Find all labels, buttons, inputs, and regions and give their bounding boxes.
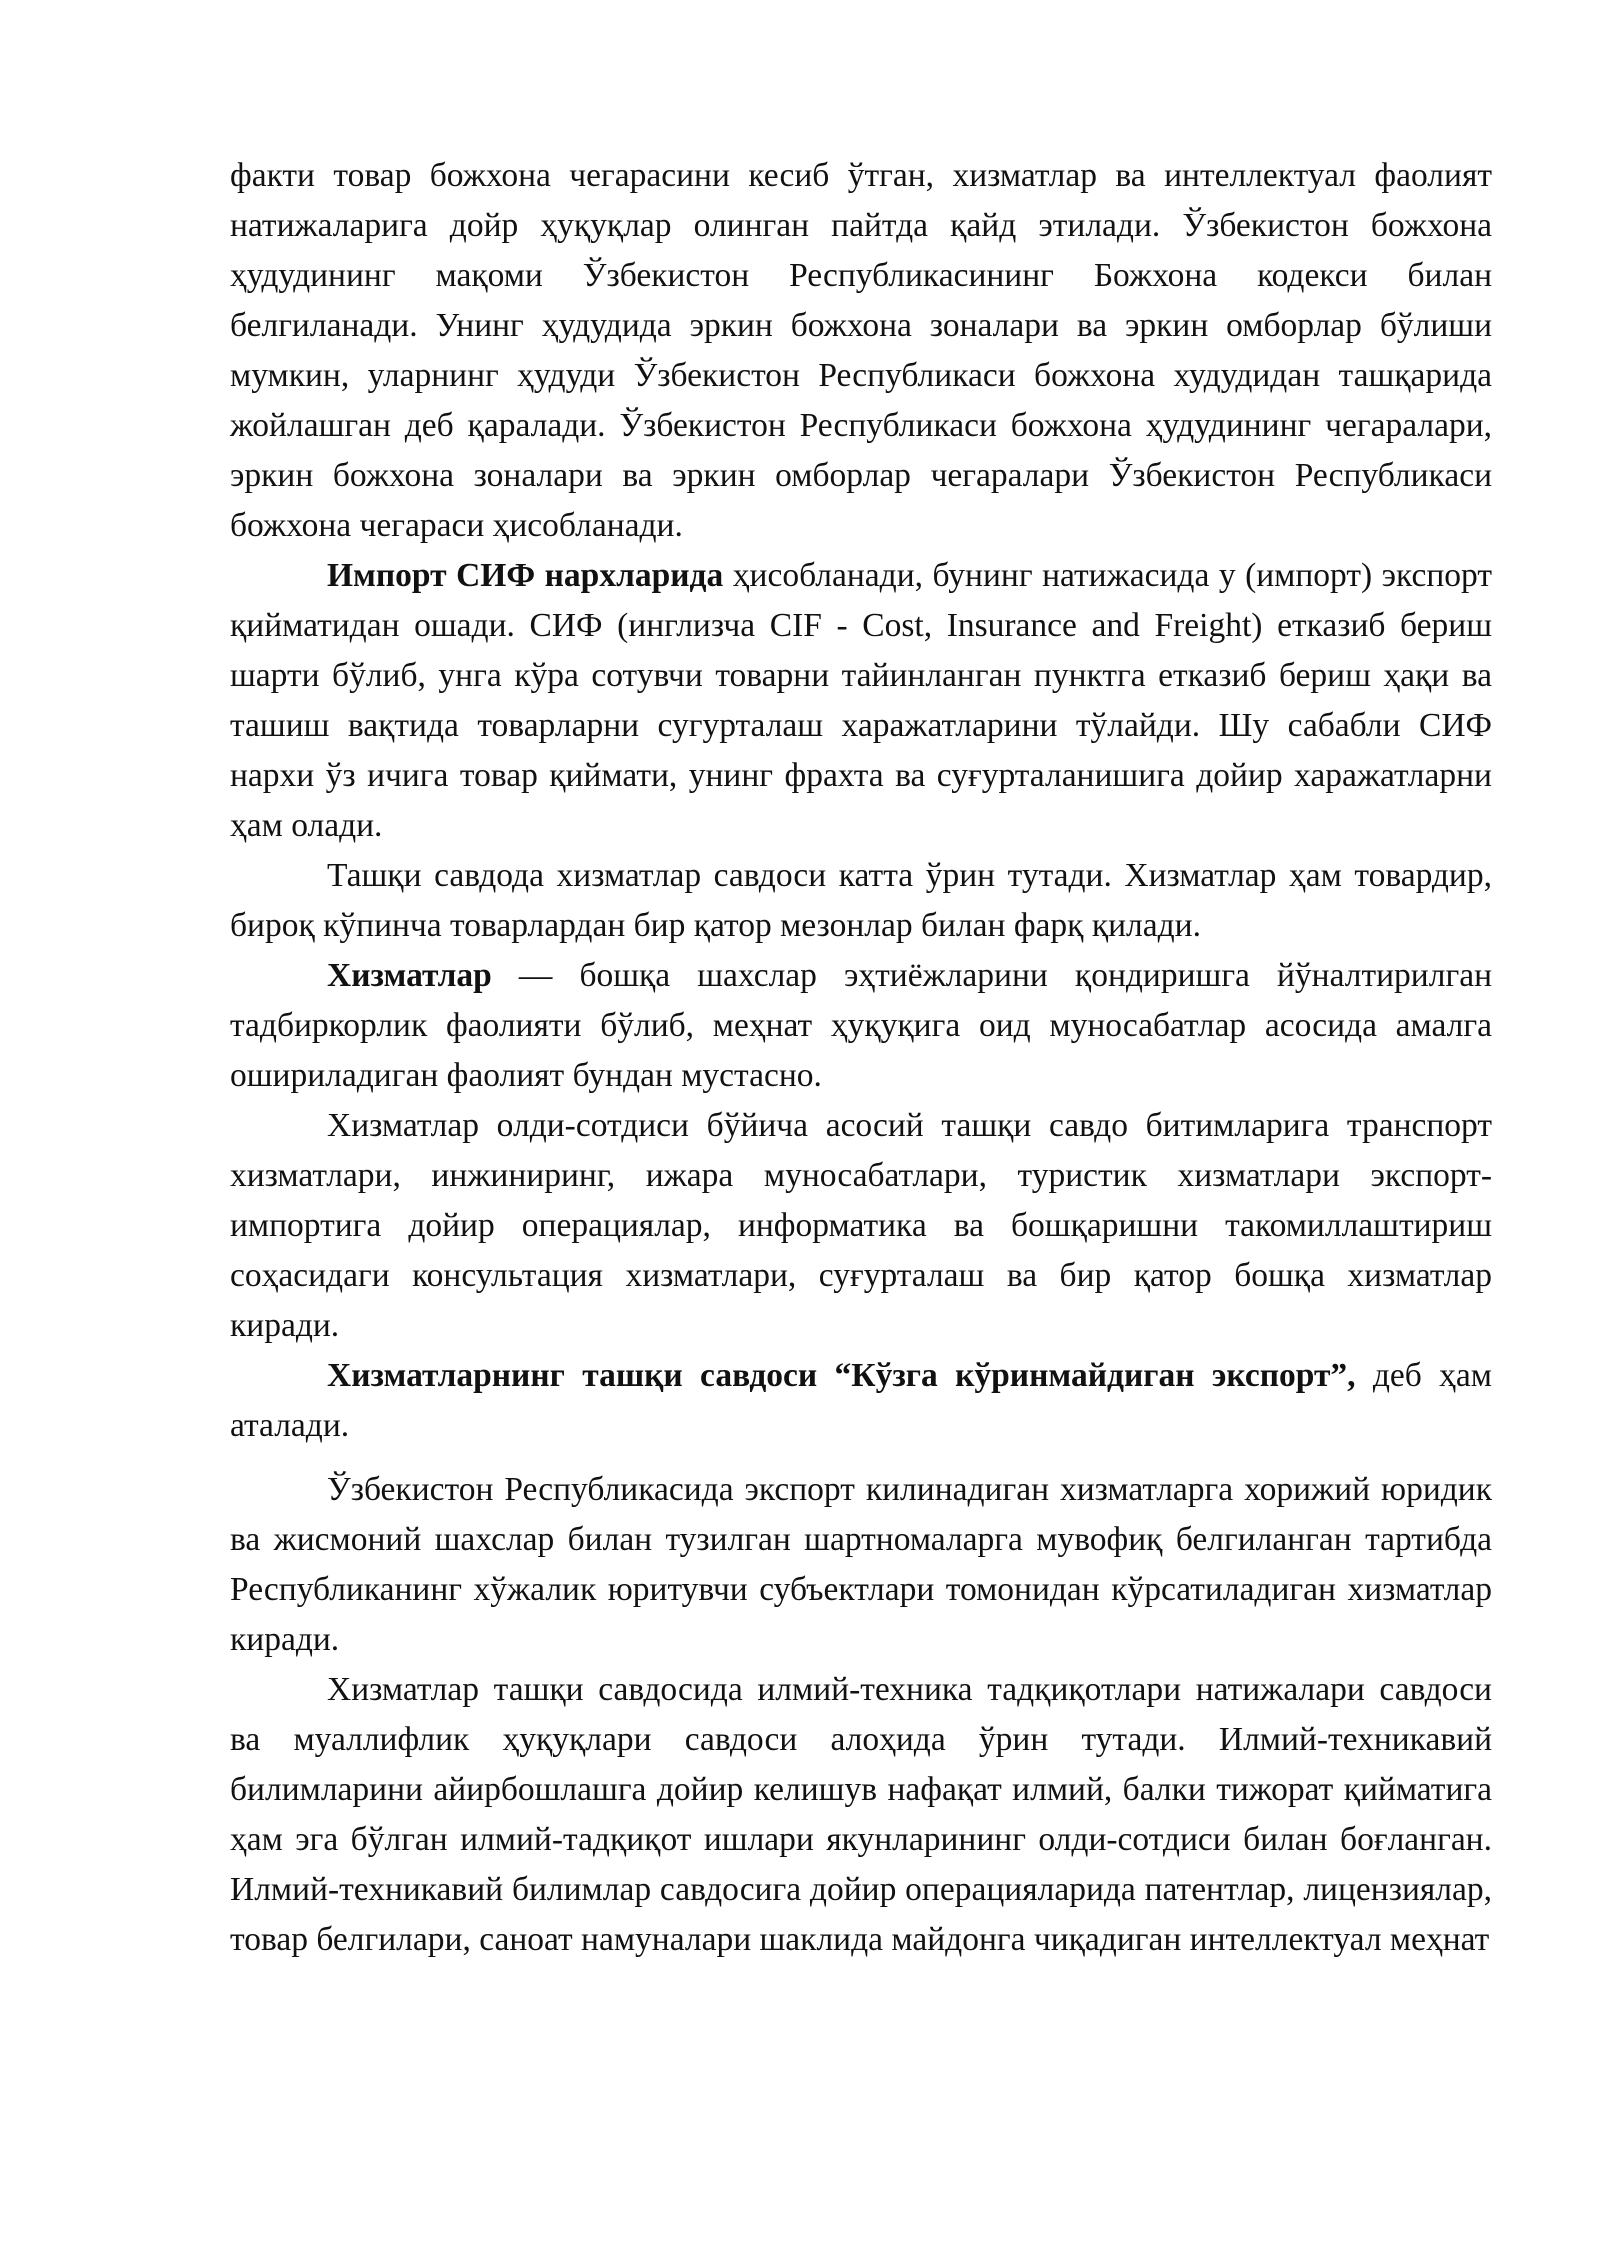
paragraph-services-transactions <box>230 1101 1492 1351</box>
paragraph-text: Ташқи савдода хизматлар савдоси катта ўрин тутади. Хизматлар ҳам товардир, бироқ кўпинча товарлардан бир қатор мезонлар билан фарқ қилади. <box>230 857 1492 944</box>
paragraph-import-cif <box>230 551 1492 851</box>
bold-term-invisible-export: Хизматларнинг ташқи савдоси “Кўзга кўринмайдиган экспорт”, <box>327 1357 1356 1394</box>
paragraph-text: Хизматлар олди-сотдиси бўйича асосий ташқи савдо битимларига транспорт хизматлари, инжиниринг, ижара муносабатлари, туристик хизматлари экспорт-импортига дойир операциялар, информатика ва бошқаришни такомиллаштириш соҳасидаги консультация хизматлари, суғурталаш ва бир қатор бошқа хизматлар киради. <box>230 1107 1492 1344</box>
paragraph-invisible-export <box>230 1351 1492 1451</box>
paragraph-text: — бошқа шахслар эҳтиёжларини қондиришга йўналтирилган тадбиркорлик фаолияти бўлиб, меҳнат ҳуқуқига оид муносабатлар асосида амалга ошириладиган фаолият бундан мустасно. <box>230 957 1492 1094</box>
paragraph-text: Ўзбекистон Республикасида экспорт килинадиган хизматларга хорижий юридик ва жисмоний шахслар билан тузилган шартномаларга мувофиқ белгиланган тартибда Республиканинг хўжалик юритувчи субъектлари томонидан кўрсатиладиган хизматлар киради. <box>230 1471 1492 1658</box>
paragraph-text: деб ҳам аталади. <box>230 1357 1492 1444</box>
paragraph-text: ҳисобланади, бунинг натижасида у (импорт) экспорт қийматидан ошади. СИФ (инглизча CIF - Cost, Insurance and Freight) етказиб бериш шарти бўлиб, унга кўра сотувчи товарни тайинланган пунктга етказиб бериш ҳақи ва ташиш вақтида товарларни сугурталаш харажатларини тўлайди. Шу сабабли СИФ нархи ўз ичига товар қиймати, унинг фрахта ва суғурталанишига дойир харажатларни ҳам олади. <box>230 557 1492 844</box>
paragraph-services-trade <box>230 851 1492 951</box>
paragraph-exported-services <box>230 1465 1492 1665</box>
paragraph-customs-territory <box>230 151 1492 551</box>
paragraph-text: Хизматлар ташқи савдосида илмий-техника тадқиқотлари натижалари савдоси ва муаллифлик ҳуқуқлари савдоси алоҳида ўрин тутади. Илмий-техникавий билимларини айирбошлашга дойир келишув нафақат илмий, балки тижорат қийматига ҳам эга бўлган илмий-тадқиқот ишлари якунларининг олди-сотдиси билан боғланган. Илмий-техникавий билимлар савдосига дойир операцияларида патентлар, лицензиялар, товар белгилари, саноат намуналари шаклида майдонга чиқадиган интеллектуал меҳнат <box>230 1671 1492 1958</box>
bold-term-import-cif: Импорт СИФ нархларида <box>327 557 724 594</box>
bold-term-services: Хизматлар <box>327 957 492 994</box>
paragraph-services-definition <box>230 951 1492 1101</box>
paragraph-text: факти товар божхона чегарасини кесиб ўтган, хизматлар ва интеллектуал фаолият натижаларига дойр ҳуқуқлар олинган пайтда қайд этилади. Ўзбекистон божхона ҳудудининг мақоми Ўзбекистон Республикасининг Божхона кодекси билан белгиланади. Унинг ҳудудида эркин божхона зоналари ва эркин омборлар бўлиши мумкин, уларнинг ҳудуди Ўзбекистон Республикаси божхона худудидан ташқарида жойлашган деб қаралади. Ўзбекистон Республикаси божхона ҳудудининг чегаралари, эркин божхона зоналари ва эркин омборлар чегаралари Ўзбекистон Республикаси божхона чегараси ҳисобланади. <box>230 157 1492 544</box>
paragraph-scientific-trade <box>230 1665 1492 1965</box>
document-body <box>230 151 1492 1965</box>
